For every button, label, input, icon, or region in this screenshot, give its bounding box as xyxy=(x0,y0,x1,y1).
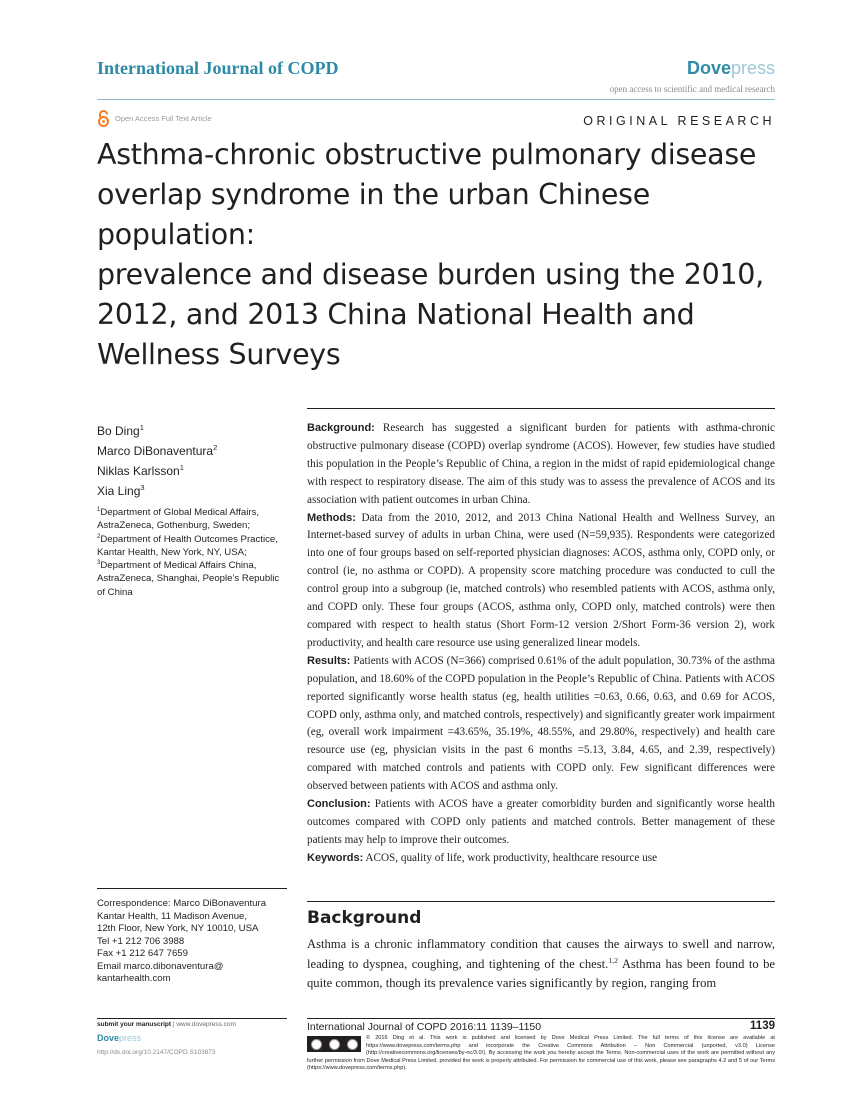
abstract-methods: Methods: Data from the 2010, 2012, and 2013 China National Health and Wellness Survey, an Internet-based survey of adults in urban China, were used (N=59,935). Respondents were categorized into one of four groups based on self-reported physician diagnoses: ACOS, asthma only, COPD only, or control (ie, no asthma or COPD). A propensity score matching procedure was conducted to cull the control group into a subgroup (ie, matched controls) who resembled patients with ACOS, asthma only, and COPD only. These four groups (ACOS, asthma only, COPD only, matched controls) were then compared with respect to health status (Short Form-12 version 2/Short Form-36 version 2), work productivity, and health care resource use using generalized linear models. xyxy=(307,511,775,649)
author: Marco DiBonaventura$^2$ xyxy=(97,443,218,458)
abstract-divider xyxy=(307,408,775,409)
author: Xia Ling$^3$ xyxy=(97,483,145,498)
open-access-badge xyxy=(97,110,212,127)
footer-divider xyxy=(307,1018,775,1019)
open-access-lock-icon xyxy=(97,110,110,127)
publisher-logo-dove: Dove xyxy=(686,58,731,78)
title-line: 2012, and 2013 China National Health and xyxy=(97,298,695,331)
correspondence-line: Tel +1 212 706 3988 xyxy=(97,935,185,947)
abstract-results: Results: Patients with ACOS (N=366) comprised 0.61% of the adult population, 30.73% of the asthma population, and 18.60% of the COPD population in the People’s Republic of China. Patients with ACOS reported significantly worse health status (eg, health utilities =0.63, 0.66, 0.63, and 0.69 for ACOS, COPD only, asthma only, and matched controls, respectively) and significantly greater work impairment (eg, overall work impairment =43.65%, 35.19%, 48.55%, and 29.80%, respectively) and health care resource use (eg, physician visits in the past 6 months =5.13, 3.84, 4.65, and 2.39, respectively) compared with matched controls and patients with COPD only. Few significant differences were observed between patients with ACOS and asthma only. xyxy=(307,654,775,793)
body-paragraph: Asthma is a chronic inflammatory condition that causes the airways to swell and narrow, leading to dyspnea, coughing, and tightening of the chest.$^{1,2}$ Asthma has been found to be quite common, though its prevalence varies significantly by region, ranging from xyxy=(307,937,776,991)
correspondence-line: Kantar Health, 11 Madison Avenue, xyxy=(97,910,248,922)
footer-divider xyxy=(97,1018,287,1019)
submit-manuscript-link[interactable]: submit your manuscript | www.dovepress.com xyxy=(97,1021,236,1028)
article-title xyxy=(97,135,777,375)
title-line: Asthma-chronic obstructive pulmonary disease xyxy=(97,138,757,171)
license-block xyxy=(307,1035,775,1073)
creative-commons-icon[interactable] xyxy=(307,1036,361,1052)
author-list xyxy=(97,421,287,501)
affiliations: $^1$Department of Global Medical Affairs, AstraZeneca, Gothenburg, Sweden; $^2$Department of Health Outcomes Practice, Kantar Health, New York, NY, USA; $^3$Department of Medical Affairs China, AstraZeneca, Shanghai, People’s Republic of China xyxy=(97,506,280,598)
license-text: © 2016 Ding et al. This work is published and licensed by Dove Medical Press Limited. The full terms of this license are available at https://www.dovepress.com/terms.php and incorporate the Creative Commons Attribution – Non Commercial (unported, v3.0) License (http://creativecommons.org/licenses/by-nc/3.0/). By accessing the work you hereby accept the Terms. Non-commercial uses of the work are permitted without any further permission from Dove Medical Press Limited, provided the work is properly attributed. For permission for commercial use of this work, please see paragraphs 4.2 and 5 of our Terms (https://www.dovepress.com/terms.php). xyxy=(307,1035,775,1072)
publisher-logo-press: press xyxy=(730,58,775,78)
article-type: ORIGINAL RESEARCH xyxy=(583,114,775,128)
section-divider xyxy=(307,901,775,902)
open-access-label: Open Access Full Text Article xyxy=(115,114,212,123)
abstract xyxy=(307,420,775,868)
page-number: 1139 xyxy=(750,1020,775,1032)
title-line: Wellness Surveys xyxy=(97,338,341,371)
doi-link[interactable]: http://dx.doi.org/10.2147/COPD.S103873 xyxy=(97,1049,216,1056)
correspondence-divider xyxy=(97,888,287,889)
publisher-tagline: open access to scientific and medical research xyxy=(609,84,775,94)
correspondence-email[interactable]: Email marco.dibonaventura@ xyxy=(97,960,224,972)
correspondence xyxy=(97,898,287,986)
title-line: prevalence and disease burden using the 2010, xyxy=(97,258,764,291)
citation: International Journal of COPD 2016:11 1139–1150 xyxy=(307,1021,542,1033)
abstract-background: Background: Research has suggested a significant burden for patients with asthma-chronic obstructive pulmonary disease (COPD) overlap syndrome (ACOS). However, few studies have studied this population in the People’s Republic of China, a region in the midst of rapid epidemiological change with respect to respiratory disease. The aim of this study was to assess the prevalence of ACOS and its association with patient outcomes in urban China. xyxy=(307,422,775,506)
abstract-conclusion: Conclusion: Patients with ACOS have a greater comorbidity burden and significantly worse health outcomes compared with COPD only patients and matched controls. Better management of these patients may help to improve their outcomes. xyxy=(307,798,775,846)
correspondence-line: Fax +1 212 647 7659 xyxy=(97,948,188,959)
author: Niklas Karlsson$^1$ xyxy=(97,463,184,478)
title-line: overlap syndrome in the urban Chinese population: xyxy=(97,178,650,251)
section-heading: Background xyxy=(307,908,422,928)
publisher-logo[interactable] xyxy=(687,58,775,79)
author: Bo Ding$^1$ xyxy=(97,423,144,438)
abstract-keywords: Keywords: ACOS, quality of life, work productivity, healthcare resource use xyxy=(307,851,658,864)
header-divider xyxy=(97,99,775,100)
journal-title: International Journal of COPD xyxy=(97,58,339,78)
correspondence-line: Correspondence: Marco DiBonaventura xyxy=(97,898,267,909)
footer-publisher-logo[interactable]: Dovepress xyxy=(97,1033,142,1043)
reference-link[interactable]: 1,2 xyxy=(608,955,619,965)
correspondence-line: 12th Floor, New York, NY 10010, USA xyxy=(97,923,259,934)
correspondence-email[interactable]: kantarhealth.com xyxy=(97,973,171,984)
